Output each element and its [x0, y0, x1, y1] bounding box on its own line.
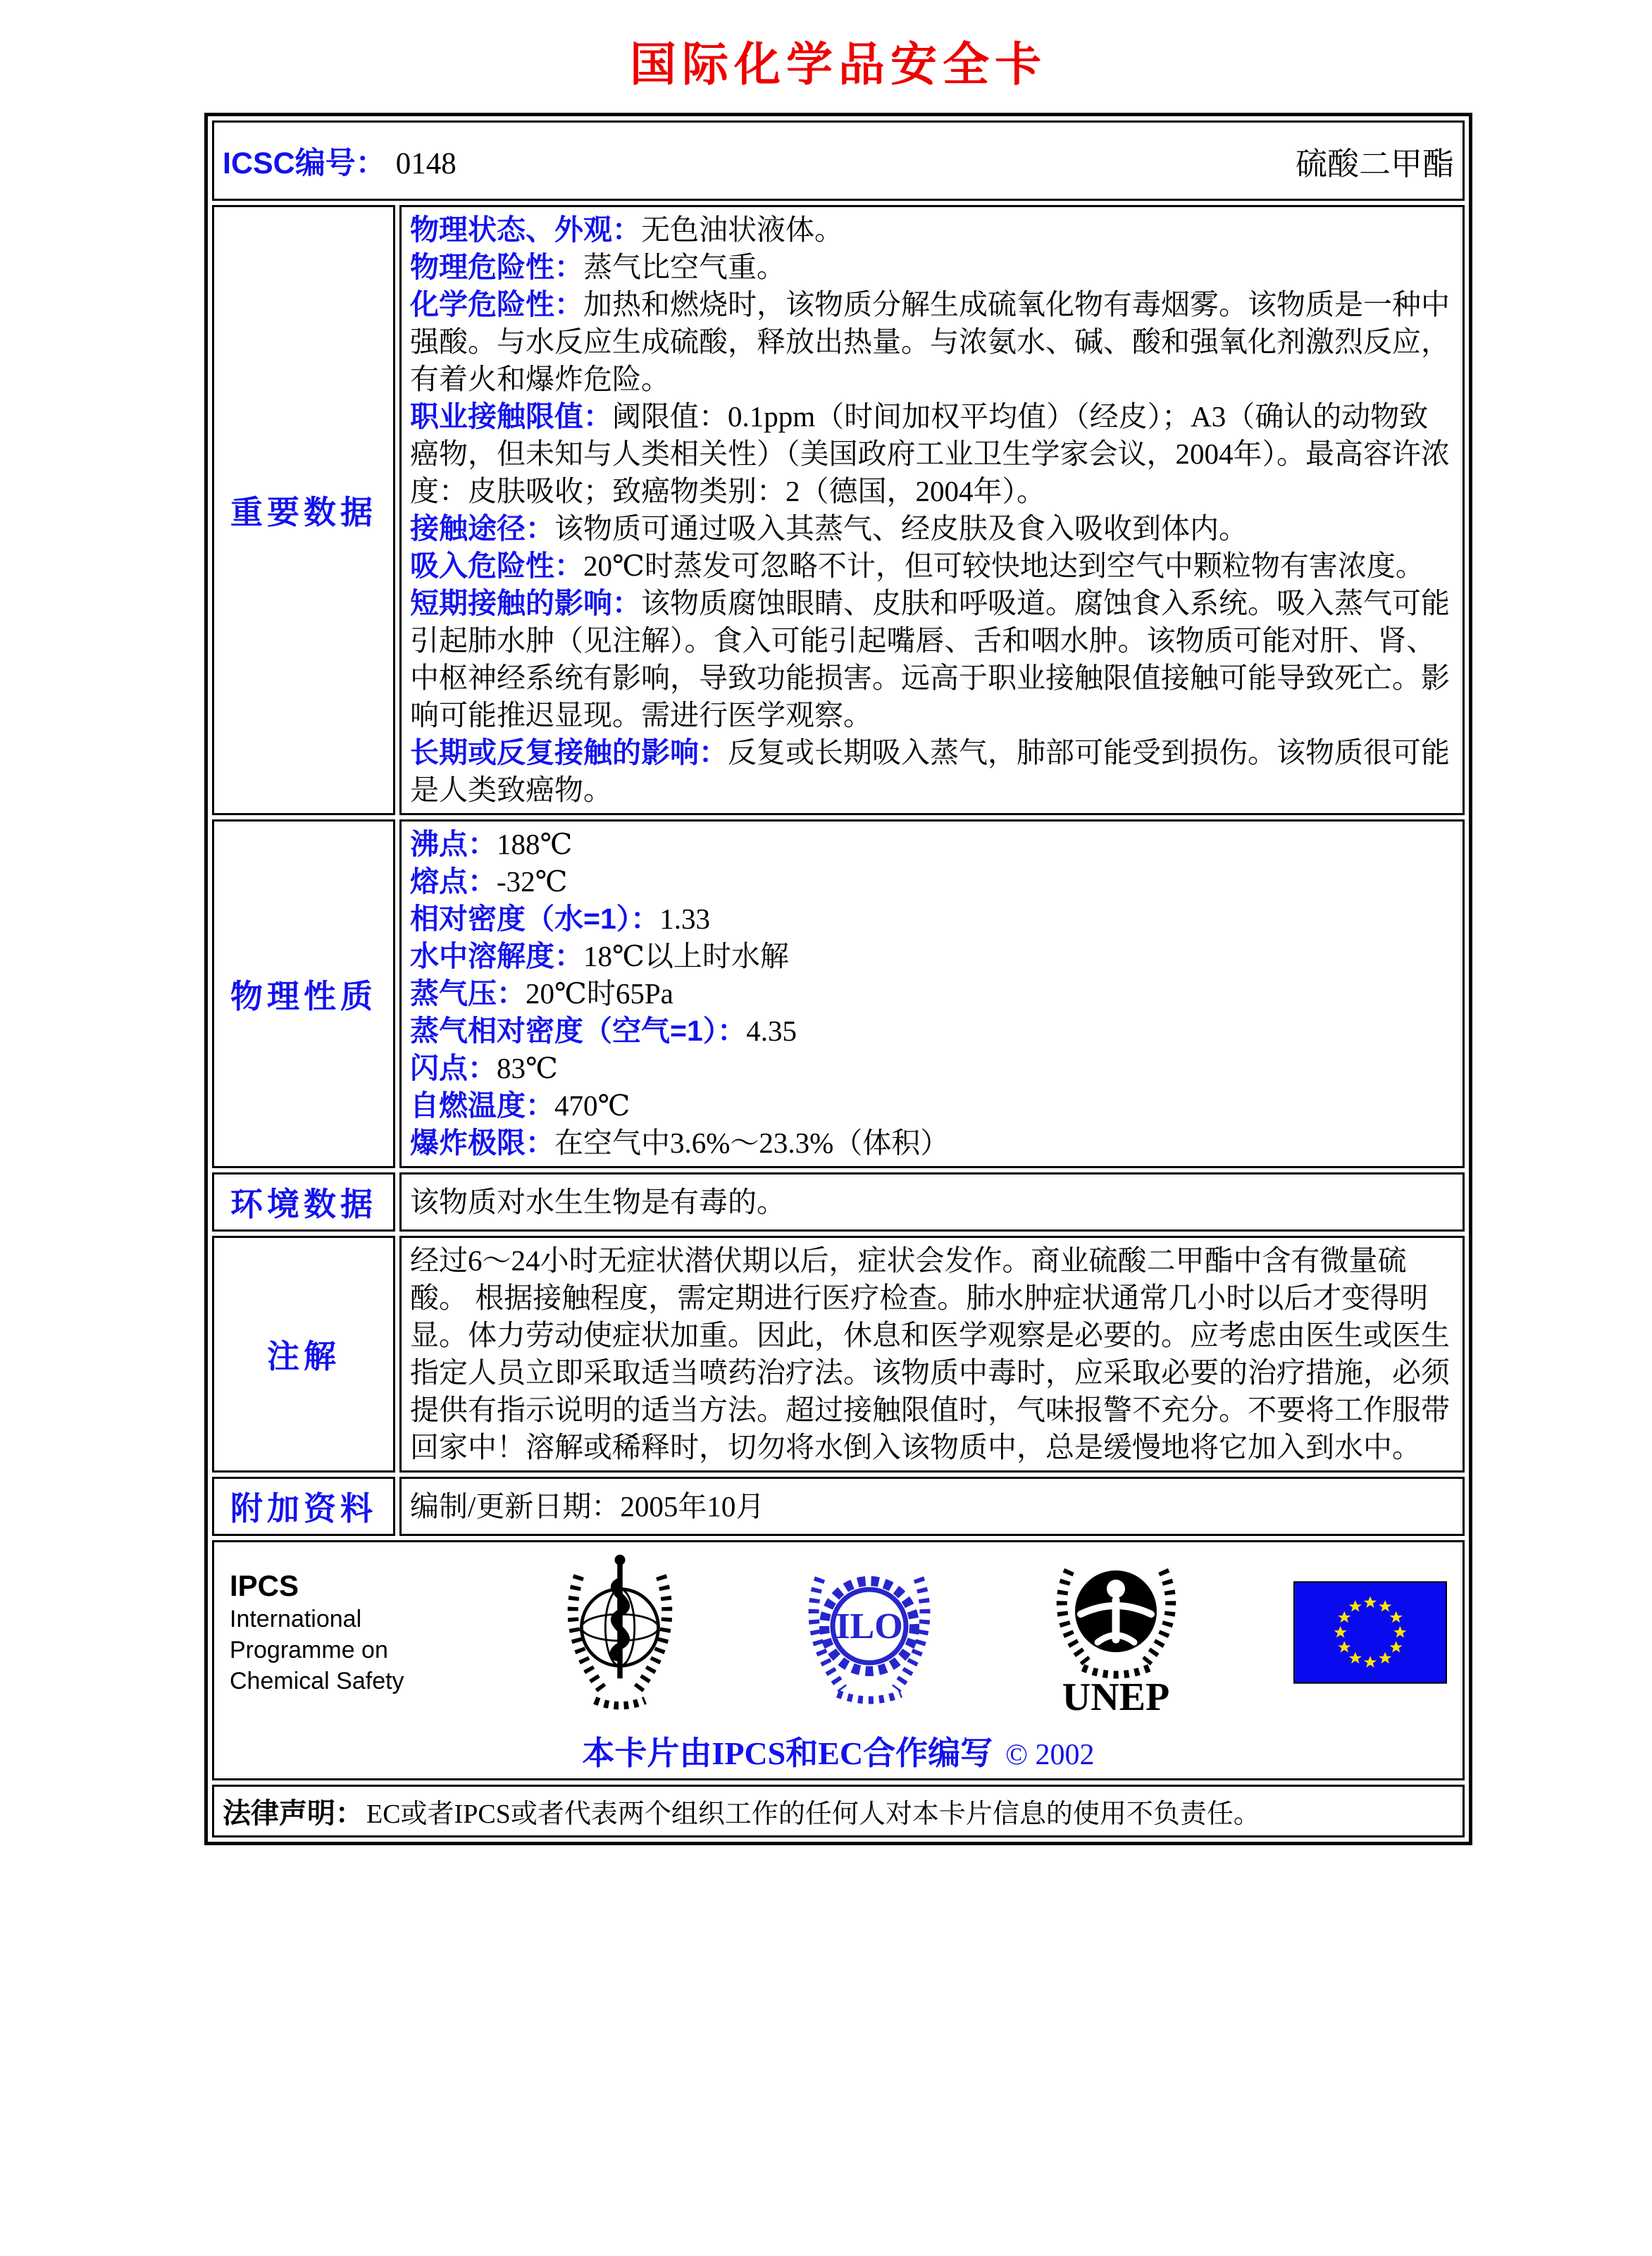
property-entry: [410, 1050, 1454, 1087]
entry-key: 沸点：: [410, 828, 497, 860]
property-entry: [410, 863, 1454, 900]
entry-value: 在空气中3.6%～23.3%（体积）: [554, 1127, 950, 1159]
entry-key: 自燃温度：: [410, 1089, 554, 1122]
unep-logo-icon: [1051, 1549, 1181, 1715]
notes-text: 经过6～24小时无症状潜伏期以后，症状会发作。商业硫酸二甲酯中含有微量硫酸。 根据接触程度，需定期进行医疗检查。肺水肿症状通常几小时以后才变得明显。体力劳动使症状加重。因此，休息和医学观察是必要的。应考虑由医生或医生指定人员立即采取适当喷药治疗法。该物质中毒时，应采取必要的治疗措施，必须提供有指示说明的适当方法。超过接触限值时，气味报警不充分。不要将工作服带回家中！溶解或稀释时，切勿将水倒入该物质中，总是缓慢地将它加入到水中。: [410, 1244, 1450, 1463]
property-entry: [410, 1124, 1454, 1162]
entry-key: 化学危险性：: [410, 288, 583, 321]
property-entry: [410, 938, 1454, 975]
important-data-content: [399, 205, 1465, 815]
entry-key: 短期接触的影响：: [410, 587, 641, 619]
data-entry: [410, 585, 1454, 734]
entry-value: 20℃时蒸发可忽略不计，但可较快地达到空气中颗粒物有害浓度。: [583, 550, 1424, 582]
data-entry: [410, 547, 1454, 585]
entry-key: 长期或反复接触的影响：: [410, 736, 728, 769]
notes-row: [212, 1236, 1465, 1473]
logos-cell: [212, 1540, 1465, 1780]
entry-key: 蒸气压：: [410, 977, 526, 1010]
entry-value: 188℃: [497, 828, 573, 860]
additional-info-content: [399, 1477, 1465, 1536]
important-data-row: [212, 205, 1465, 815]
additional-info-label: 附加资料: [212, 1477, 395, 1536]
notes-label: 注解: [212, 1236, 395, 1473]
icsc-table: [204, 113, 1472, 1845]
data-entry: [410, 734, 1454, 809]
header-row: [212, 120, 1465, 201]
entry-key: 吸入危险性：: [410, 550, 583, 582]
physical-properties-row: [212, 819, 1465, 1168]
entry-value: 4.35: [746, 1015, 797, 1047]
entry-value: -32℃: [497, 865, 568, 898]
ipcs-line-2: Programme on: [230, 1636, 388, 1663]
additional-info-row: [212, 1477, 1465, 1536]
entry-value: 20℃时65Pa: [526, 977, 673, 1010]
data-entry: [410, 398, 1454, 510]
environmental-data-text: 该物质对水生生物是有毒的。: [410, 1185, 785, 1218]
entry-key: 物理状态、外观：: [410, 213, 641, 246]
ipcs-line-1: International: [230, 1605, 362, 1632]
entry-value: 1.33: [659, 903, 710, 935]
entry-key: 职业接触限值：: [410, 400, 612, 433]
environmental-data-label: 环境数据: [212, 1172, 395, 1232]
physical-properties-content: [399, 819, 1465, 1168]
property-entry: [410, 826, 1454, 863]
who-logo-icon: [553, 1549, 687, 1715]
entry-key: 相对密度（水=1）：: [410, 903, 660, 935]
unep-logo-text: UNEP: [1062, 1675, 1170, 1715]
entry-value: 无色油状液体。: [641, 213, 843, 246]
notes-content: [399, 1236, 1465, 1473]
important-data-label: 重要数据: [212, 205, 395, 815]
data-entry: [410, 286, 1454, 398]
environmental-data-content: [399, 1172, 1465, 1232]
ilo-logo-icon: [799, 1558, 940, 1706]
chemical-name: 硫酸二甲酯: [1295, 146, 1454, 182]
data-entry: [410, 211, 1454, 249]
entry-key: 水中溶解度：: [410, 940, 583, 972]
property-entry: [410, 900, 1454, 938]
legal-row: [212, 1785, 1465, 1837]
entry-key: 闪点：: [410, 1052, 497, 1084]
legal-cell: [212, 1785, 1465, 1837]
additional-info-text: 编制/更新日期：2005年10月: [410, 1489, 765, 1523]
entry-value: 阈限值：0.1ppm（时间加权平均值）（经皮）；A3（确认的动物致癌物，但未知与人类相关性）（美国政府工业卫生学家会议，2004年）。最高容许浓度：皮肤吸收；致癌物类别：2（德国，2004年）。: [410, 400, 1450, 507]
entry-value: 该物质可通过吸入其蒸气、经皮肤及食入吸收到体内。: [554, 512, 1248, 545]
physical-properties-label: 物理性质: [212, 819, 395, 1168]
caption-copyright: © 2002: [1005, 1739, 1095, 1771]
logos-row: [212, 1540, 1465, 1780]
property-entry: [410, 1087, 1454, 1124]
icsc-number-value: 0148: [395, 147, 457, 180]
caption-text: 本卡片由IPCS和EC合作编写: [582, 1735, 993, 1771]
legal-label: 法律声明：: [223, 1798, 364, 1829]
ipcs-line-3: Chemical Safety: [230, 1667, 404, 1694]
eu-flag-icon: [1293, 1581, 1447, 1684]
header-cell: [212, 120, 1465, 201]
entry-key: 熔点：: [410, 865, 497, 898]
page-title: 国际化学品安全卡: [630, 39, 1047, 91]
property-entry: [410, 975, 1454, 1012]
entry-key: 爆炸极限：: [410, 1127, 554, 1159]
entry-value: 18℃以上时水解: [583, 940, 789, 972]
entry-value: 83℃: [497, 1052, 558, 1084]
entry-value: 蒸气比空气重。: [583, 251, 785, 283]
entry-key: 接触途径：: [410, 512, 554, 545]
entry-key: 物理危险性：: [410, 251, 583, 283]
property-entry: [410, 1012, 1454, 1050]
data-entry: [410, 249, 1454, 286]
caption-line: [223, 1728, 1454, 1774]
ipcs-text-block: [230, 1568, 441, 1697]
entry-key: 蒸气相对密度（空气=1）：: [410, 1015, 747, 1047]
ilo-logo-text: ILO: [835, 1606, 903, 1647]
icsc-number-group: [223, 140, 457, 182]
entry-value: 反复或长期吸入蒸气，肺部可能受到损伤。该物质很可能是人类致癌物。: [410, 736, 1450, 806]
entry-value: 470℃: [554, 1089, 631, 1122]
logo-band: [223, 1547, 1454, 1718]
entry-value: 加热和燃烧时，该物质分解生成硫氧化物有毒烟雾。该物质是一种中强酸。与水反应生成硫酸，释放出热量。与浓氨水、碱、酸和强氧化剂激烈反应，有着火和爆炸危险。: [410, 288, 1450, 395]
icsc-number-label: ICSC编号：: [223, 146, 386, 180]
data-entry: [410, 510, 1454, 547]
ipcs-title: IPCS: [230, 1568, 299, 1602]
legal-text: EC或者IPCS或者代表两个组织工作的任何人对本卡片信息的使用不负责任。: [366, 1799, 1260, 1829]
environmental-data-row: [212, 1172, 1465, 1232]
entry-value: 该物质腐蚀眼睛、皮肤和呼吸道。腐蚀食入系统。吸入蒸气可能引起肺水肿（见注解）。食入可能引起嘴唇、舌和咽水肿。该物质可能对肝、肾、中枢神经系统有影响，导致功能损害。远高于职业接触限值接触可能导致死亡。影响可能推迟显现。需进行医学观察。: [410, 587, 1450, 731]
